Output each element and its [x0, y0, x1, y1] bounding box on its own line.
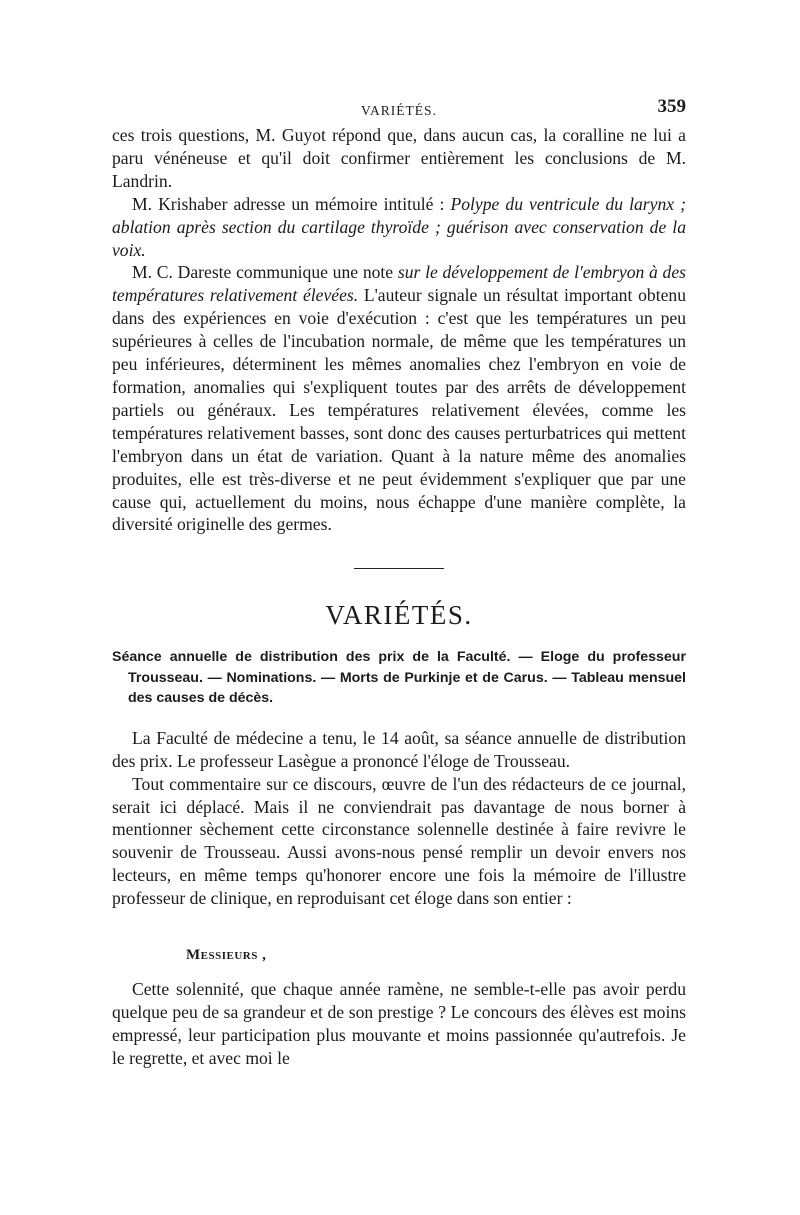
section-divider	[354, 568, 444, 569]
page-number: 359	[657, 96, 686, 117]
dareste-lead: M. C. Dareste communique une note	[132, 262, 398, 283]
paragraph-solennite: Cette solennité, que chaque année ramène, ne semble-t-elle pas avoir perdu quelque peu de sa grandeur et de son prestige ? Le concours des élèves est moins empressé, leur participation plus mouvante et moins passionnée qu'autrefois. Je le regrette, et avec moi le	[112, 979, 686, 1068]
paragraph-coralline: ces trois questions, M. Guyot répond que, dans aucun cas, la coralline ne lui a paru vénéneuse et qu'il doit confirmer entièrement les conclusions de M. Landrin.	[112, 125, 686, 191]
running-head	[112, 96, 686, 124]
dareste-rest: L'auteur signale un résultat important obtenu dans des expériences en voie d'exécution : c'est que les températures un peu supérieures à celles de l'incubation normale, de même que les températures un peu inférieures, déterminent les mêmes anomalies chez l'embryon en voie de formation, anomalies qui s'expliquent toutes par des arrêts de développement partiels ou généraux. Les températures relativement élevées, comme les températures relativement basses, sont donc des causes perturbatrices qui mettent l'embryon dans un état de variation. Quant à la nature même des anomalies produites, elle est très-diverse et ne peut évidemment s'expliquer que par une cause qui, actuellement du moins, nous échappe d'une manière complète, la diversité originelle des germes.	[112, 285, 686, 535]
salutation: Messieurs ,	[186, 947, 267, 964]
paragraph-faculte: La Faculté de médecine a tenu, le 14 août, sa séance annuelle de distribution des prix. Le professeur Lasègue a prononcé l'éloge de Trousseau.	[112, 727, 686, 771]
paragraph-commentaire: Tout commentaire sur ce discours, œuvre de l'un des rédacteurs de ce journal, serait ici déplacé. Mais il ne conviendrait pas davantage de nous borner à mentionner sèchement cette circonstance solennelle destinée à faire revivre le souvenir de Trousseau. Aussi avons-nous pensé remplir un devoir envers nos lecteurs, en même temps qu'honorer encore une fois la mémoire de l'illustre professeur de clinique, en reproduisant cet éloge dans son entier :	[112, 773, 686, 909]
section-title: VARIÉTÉS.	[325, 600, 473, 631]
running-head-title: VARIÉTÉS.	[361, 103, 437, 118]
krishaber-memoir-title: Polype du ventricule du larynx ; ablation après section du cartilage thyroïde ; guérison avec conservation de la voix.	[112, 193, 686, 260]
paragraph-dareste	[112, 261, 686, 536]
paragraph-krishaber	[112, 193, 686, 262]
dareste-note-title: sur le développement de l'embryon à des températures relativement élevées.	[112, 262, 686, 306]
page	[112, 96, 686, 1070]
krishaber-lead: M. Krishaber adresse un mémoire intitulé :	[132, 193, 451, 214]
section-body	[112, 727, 686, 1070]
section-summary: Séance annuelle de distribution des prix de la Faculté. — Eloge du professeur Trousseau. — Nominations. — Morts de Purkinje et de Carus. — Tableau mensuel des causes de décès.	[112, 649, 686, 707]
